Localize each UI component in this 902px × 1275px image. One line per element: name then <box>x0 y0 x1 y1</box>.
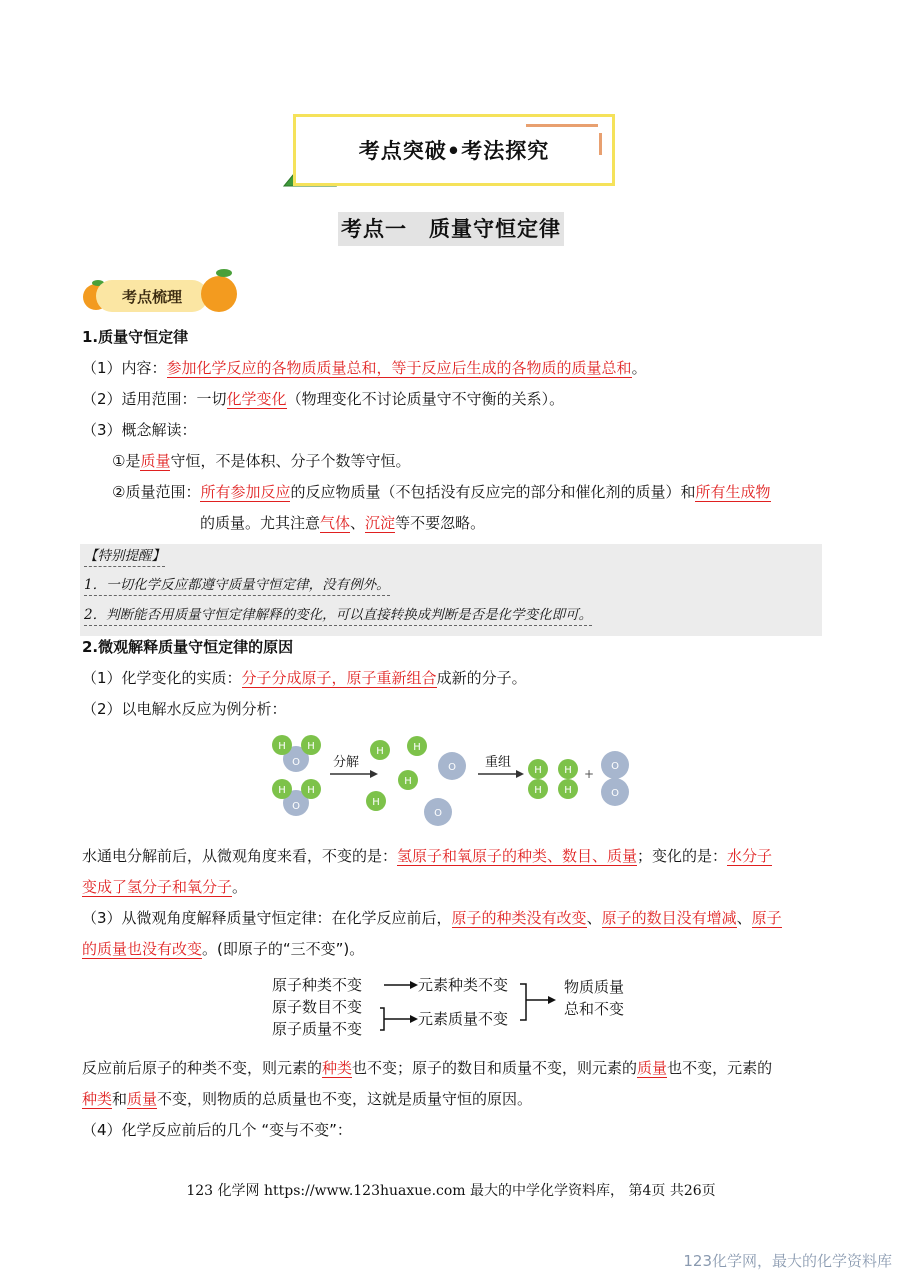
svg-text:H: H <box>376 746 384 757</box>
svg-text:O: O <box>434 808 442 819</box>
arrow-decompose <box>330 755 378 778</box>
paragraph: 水通电分解前后，从微观角度来看，不变的是：氢原子和氧原子的种类、数目、质量；变化的是：水分子 <box>82 847 773 865</box>
svg-text:O: O <box>292 757 300 768</box>
paragraph: （4）化学反应前后的几个 “变与不变”： <box>82 1121 352 1139</box>
svg-text:物质质量: 物质质量 <box>564 978 625 996</box>
svg-text:+: + <box>583 767 595 781</box>
heading: 2.微观解释质量守恒定律的原因 <box>82 638 294 656</box>
section-tag <box>96 280 208 312</box>
reminder-item: 2．判断能否用质量守恒定律解释的变化，可以直接转换成判断是否是化学变化即可。 <box>84 605 592 626</box>
svg-text:H: H <box>307 785 315 796</box>
banner-title: 考点突破•考法探究 <box>358 139 550 163</box>
svg-text:H: H <box>534 785 542 796</box>
svg-text:重组: 重组 <box>484 755 512 770</box>
oxygen-molecule <box>601 751 629 806</box>
page-title: 考点一 质量守恒定律 <box>338 212 564 246</box>
hydrogen-molecules <box>528 759 578 799</box>
paragraph: （1）内容：参加化学反应的各物质质量总和，等于反应后生成的各物质的质量总和。 <box>82 359 647 377</box>
svg-text:原子质量不变: 原子质量不变 <box>272 1020 363 1038</box>
svg-text:H: H <box>404 776 412 787</box>
svg-text:O: O <box>611 761 619 772</box>
paragraph: ②质量范围：所有参加反应的反应物质量（不包括没有反应完的部分和催化剂的质量）和所有生成物 <box>112 483 771 501</box>
paragraph: 的质量也没有改变。(即原子的“三不变”)。 <box>82 940 365 958</box>
svg-text:H: H <box>372 797 380 808</box>
svg-text:原子数目不变: 原子数目不变 <box>272 998 363 1016</box>
svg-text:O: O <box>292 801 300 812</box>
svg-text:H: H <box>278 785 286 796</box>
paragraph: （3）从微观角度解释质量守恒定律：在化学反应前后，原子的种类没有改变、原子的数目没有增减、原子 <box>82 909 782 927</box>
reminder-box <box>80 544 822 636</box>
svg-text:总和不变: 总和不变 <box>564 1000 625 1018</box>
banner-accent <box>526 124 598 127</box>
paragraph: （2）适用范围：一切化学变化（物理变化不讨论质量守不守衡的关系）。 <box>82 390 565 408</box>
svg-text:O: O <box>448 762 456 773</box>
electrolysis-diagram <box>262 728 642 832</box>
heading: 1.质量守恒定律 <box>82 328 189 346</box>
svg-text:H: H <box>413 742 421 753</box>
invariant-scheme <box>268 972 638 1044</box>
orange-icon <box>198 264 242 314</box>
paragraph: 的质量。尤其注意气体、沉淀等不要忽略。 <box>200 514 486 532</box>
svg-text:H: H <box>564 765 572 776</box>
svg-text:分解: 分解 <box>332 755 360 770</box>
reminder-item: 1．一切化学反应都遵守质量守恒定律，没有例外。 <box>84 575 390 596</box>
tag-label: 考点梳理 <box>121 288 182 306</box>
paragraph: （1）化学变化的实质：分子分成原子，原子重新组合成新的分子。 <box>82 669 527 687</box>
svg-text:H: H <box>564 785 572 796</box>
water-molecule <box>272 735 321 772</box>
svg-text:H: H <box>534 765 542 776</box>
paragraph: 种类和质量不变，则物质的总质量也不变，这就是质量守恒的原因。 <box>82 1090 533 1108</box>
banner-accent <box>599 133 602 155</box>
svg-text:元素种类不变: 元素种类不变 <box>418 976 509 994</box>
svg-text:原子种类不变: 原子种类不变 <box>272 976 363 994</box>
paragraph: 反应前后原子的种类不变，则元素的种类也不变；原子的数目和质量不变，则元素的质量也不变，元素的 <box>82 1059 773 1077</box>
svg-text:元素质量不变: 元素质量不变 <box>418 1010 509 1028</box>
arrow-recombine <box>478 755 524 778</box>
reminder-title: 【特别提醒】 <box>84 546 165 567</box>
svg-text:H: H <box>307 741 315 752</box>
section-banner <box>293 114 615 186</box>
free-atoms <box>366 736 466 826</box>
paragraph: 变成了氢分子和氧分子。 <box>82 878 248 896</box>
watermark: 123化学网，最大的化学资料库 <box>683 1252 892 1270</box>
paragraph: （2）以电解水反应为例分析： <box>82 700 287 718</box>
page-footer: 123 化学网 https://www.123huaxue.com 最大的中学化学资料库， 第4页 共26页 <box>186 1183 716 1199</box>
svg-text:O: O <box>611 788 619 799</box>
paragraph: （3）概念解读： <box>82 421 197 439</box>
water-molecule <box>272 779 321 816</box>
svg-text:H: H <box>278 741 286 752</box>
paragraph: ①是质量守恒，不是体积、分子个数等守恒。 <box>112 452 411 470</box>
